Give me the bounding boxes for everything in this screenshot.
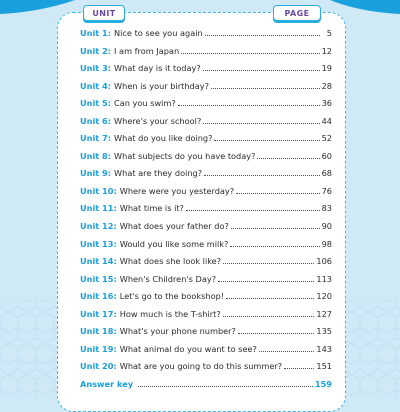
dot-leader: [236, 193, 319, 194]
unit-label: Unit 9:: [80, 168, 112, 179]
toc-row: [80, 133, 332, 151]
page-column-header: PAGE: [273, 5, 321, 21]
dot-leader: [284, 368, 314, 369]
dot-leader: [138, 386, 313, 387]
toc-row: [80, 239, 332, 257]
unit-label: Unit 5:: [80, 98, 112, 109]
dot-leader: [230, 246, 319, 247]
dot-leader: [223, 316, 315, 317]
page-number: 19: [321, 63, 332, 74]
unit-label: Unit 10:: [80, 185, 117, 196]
page-number: 52: [321, 133, 332, 144]
toc-row: [80, 81, 332, 99]
page-number: 60: [321, 150, 332, 161]
unit-title: When's Children's Day?: [119, 273, 217, 284]
unit-title: How much is the T-shirt?: [119, 308, 221, 319]
unit-label: Unit 13:: [80, 238, 117, 249]
page-number: 28: [321, 80, 332, 91]
dot-leader: [218, 281, 314, 282]
page-number: 44: [321, 115, 332, 126]
unit-title: I am from Japan: [114, 45, 180, 56]
unit-label: Unit 16:: [80, 291, 117, 302]
page-number: 98: [321, 238, 332, 249]
unit-label: Unit 1:: [80, 28, 112, 38]
dot-leader: [178, 105, 320, 106]
toc-row: [80, 344, 332, 362]
page-number: 5: [326, 28, 332, 38]
unit-title: When is your birthday?: [114, 80, 209, 91]
dot-leader: [214, 140, 319, 141]
dot-leader: [238, 333, 314, 334]
dot-leader: [205, 35, 320, 36]
dot-leader: [203, 123, 319, 124]
unit-title: What's your phone number?: [119, 326, 236, 337]
unit-title: What does your father do?: [119, 221, 229, 232]
unit-label: Unit 7:: [80, 133, 112, 144]
unit-label: Unit 14:: [80, 256, 117, 267]
toc-row: [80, 28, 332, 46]
toc-row: [80, 274, 332, 292]
unit-label: Unit 17:: [80, 308, 117, 319]
dot-leader: [204, 175, 319, 176]
toc-row: [80, 291, 332, 309]
toc-row: [80, 186, 332, 204]
toc-row: [80, 361, 332, 379]
page-number: 127: [316, 308, 332, 319]
page-number: 113: [316, 273, 332, 284]
dot-leader: [181, 53, 319, 54]
dot-leader: [186, 210, 320, 211]
unit-title: Where were you yesterday?: [119, 185, 235, 196]
dot-leader: [257, 158, 319, 159]
dot-leader: [203, 70, 320, 71]
page-number: 83: [321, 203, 332, 214]
page-number: 143: [316, 343, 332, 354]
page-number: 76: [321, 185, 332, 196]
toc-row: [80, 116, 332, 134]
page-number: 68: [321, 168, 332, 179]
toc-row: [80, 168, 332, 186]
unit-title: What do you like doing?: [114, 133, 213, 144]
toc-row: [80, 309, 332, 327]
unit-label: Unit 18:: [80, 326, 117, 337]
unit-label: Unit 6:: [80, 115, 112, 126]
unit-title: Let's go to the bookshop!: [119, 291, 225, 302]
unit-title: Where's your school?: [114, 115, 202, 126]
unit-label: Unit 11:: [80, 203, 117, 214]
unit-title: What are they doing?: [114, 168, 203, 179]
unit-label: Unit 12:: [80, 221, 117, 232]
unit-title: What time is it?: [119, 203, 184, 214]
toc-row: [80, 326, 332, 344]
dot-leader: [226, 298, 314, 299]
unit-label: Unit 2:: [80, 45, 112, 56]
unit-label: Unit 19:: [80, 343, 117, 354]
unit-title: What does she look like?: [119, 256, 222, 267]
unit-title: What subjects do you have today?: [114, 150, 256, 161]
unit-column-header: UNIT: [83, 5, 125, 21]
dot-leader: [231, 228, 320, 229]
dot-leader: [223, 263, 314, 264]
toc-row: [80, 203, 332, 221]
toc-row: [80, 63, 332, 81]
unit-title: Would you like some milk?: [119, 238, 229, 249]
dot-leader: [211, 88, 320, 89]
unit-label: Unit 20:: [80, 361, 117, 372]
answer-key-label: Answer key: [80, 378, 134, 389]
answer-key-row: [80, 379, 332, 397]
toc-row: [80, 256, 332, 274]
unit-title: Nice to see you again: [114, 28, 203, 38]
unit-label: Unit 8:: [80, 150, 112, 161]
unit-title: What day is it today?: [114, 63, 201, 74]
toc-row: [80, 151, 332, 169]
page-number: 36: [321, 98, 332, 109]
page-number: 12: [321, 45, 332, 56]
toc-row: [80, 46, 332, 64]
dot-leader: [259, 351, 314, 352]
toc-list: [80, 28, 332, 396]
toc-row: [80, 98, 332, 116]
unit-label: Unit 15:: [80, 273, 117, 284]
page-number: 151: [316, 361, 332, 372]
unit-label: Unit 4:: [80, 80, 112, 91]
toc-row: [80, 221, 332, 239]
page-number: 106: [316, 256, 332, 267]
page-number: 120: [316, 291, 332, 302]
unit-title: What animal do you want to see?: [119, 343, 257, 354]
page-number: 135: [316, 326, 332, 337]
page-number: 90: [321, 221, 332, 232]
unit-title: Can you swim?: [114, 98, 176, 109]
unit-title: What are you going to do this summer?: [119, 361, 283, 372]
answer-key-page: 159: [314, 378, 332, 389]
unit-label: Unit 3:: [80, 63, 112, 74]
